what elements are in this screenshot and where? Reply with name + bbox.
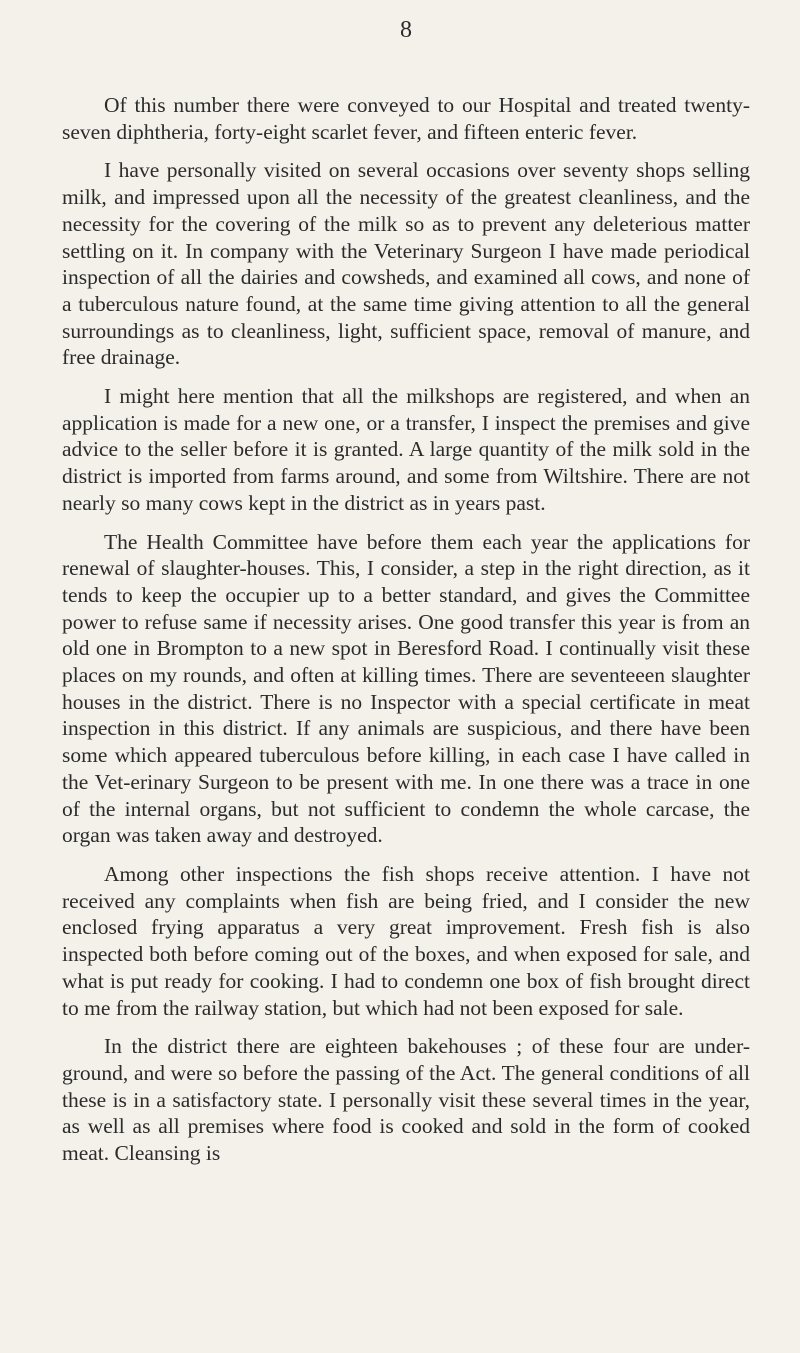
paragraph-fish-shops: Among other inspections the fish shops receive attention. I have not received any complaints when fish are being fried, and I consider the new enclosed frying apparatus a very great improvement. Fresh fish is also inspected both before coming out of the boxes, and when exposed for sale, and what is put ready for cooking. I had to condemn one box of fish brought direct to me from the railway station, but which had not been exposed for sale. bbox=[62, 861, 750, 1020]
paragraph-milkshop-registration: I might here mention that all the milkshops are registered, and when an application is made for a new one, or a transfer, I inspect the premises and give advice to the seller before it is granted. A large quantity of the milk sold in the district is imported from farms around, and some from Wiltshire. There are not nearly so many cows kept in the district as in years past. bbox=[62, 384, 750, 515]
paragraph-bakehouses: In the district there are eighteen bakehouses ; of these four are under-ground, and were so before the passing of the Act. The general conditions of all these is in a satisfactory state. I personally visit these several times in the year, as well as all premises where food is cooked and sold in the form of cooked meat. Cleansing is bbox=[62, 1034, 750, 1166]
paragraph-slaughter-houses: The Health Committee have before them each year the applications for renewal of slaughter-houses. This, I consider, a step in the right direction, as it tends to keep the occupier up to a better standard, and gives the Committee power to refuse same if necessity arises. One good transfer this year is from an old one in Brompton to a new spot in Beresford Road. I continually visit these places on my rounds, and often at killing times. There are seventeeen slaughter houses in the district. There is no Inspector with a special certificate in meat inspection in this district. If any animals are suspicious, and there have been some which appeared tuberculous before killing, in each case I have called in the Vet-erinary Surgeon to be present with me. In one there was a trace in one of the internal organs, but not sufficient to condemn the whole carcase, the organ was taken away and destroyed. bbox=[62, 529, 750, 848]
paragraph-hospital-cases: Of this number there were conveyed to our Hospital and treated twenty-seven diphtheria, forty-eight scarlet fever, and fifteen enteric fever. bbox=[62, 93, 750, 144]
page-number: 8 bbox=[400, 17, 412, 43]
paragraph-milk-shops: I have personally visited on several occasions over seventy shops selling milk, and impressed upon all the necessity of the greatest cleanliness, and the necessity for the covering of the milk so as to prevent any deleterious matter settling on it. In company with the Veterinary Surgeon I have made periodical inspection of all the dairies and cowsheds, and examined all cows, and none of a tuberculous nature found, at the same time giving attention to all the general surroundings as to cleanliness, light, sufficient space, removal of manure, and free drainage. bbox=[62, 158, 750, 370]
